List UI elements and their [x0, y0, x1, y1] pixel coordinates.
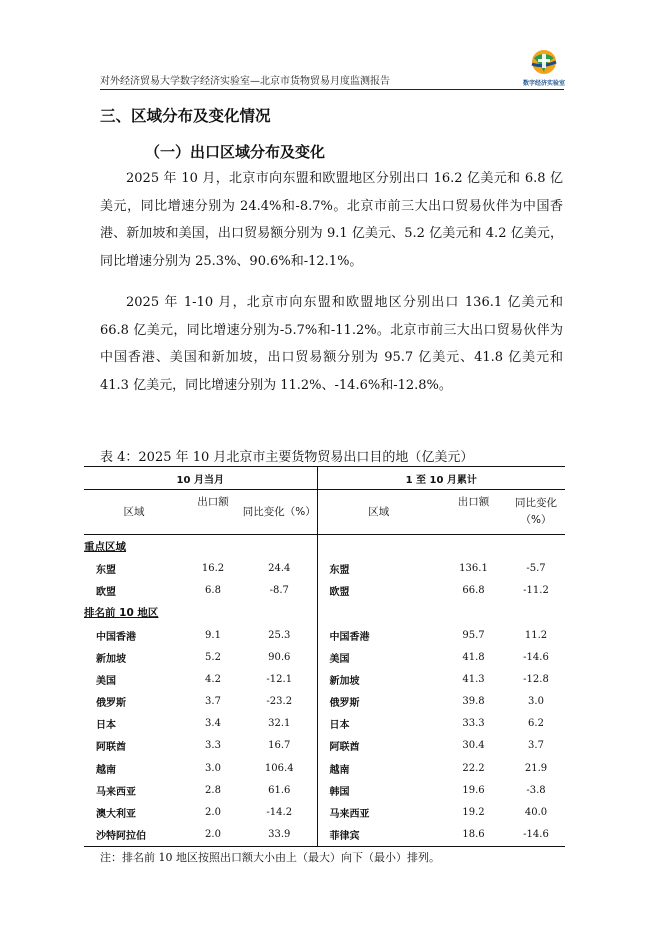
cell-r-region: 马来西亚: [329, 809, 370, 821]
cell-l-value: 3.7: [205, 696, 221, 708]
cell-l-value: 3.3: [205, 740, 221, 752]
cell-l-region: 欧盟: [96, 587, 116, 599]
cell-l-region: 越南: [96, 764, 116, 776]
cell-l-value: 2.8: [205, 784, 221, 796]
cell-l-change: 90.6: [242, 646, 317, 668]
table-note: 注：排名前 10 地区按照出口额大小由上（最大）向下（最小）排列。: [100, 851, 440, 864]
cell-l-change: -23.2: [242, 691, 317, 713]
cell-r-value: 66.8: [462, 585, 485, 597]
table-row: [84, 824, 565, 847]
cell-l-value: 5.2: [205, 651, 221, 663]
col-header-change: 同比变化（%）: [242, 490, 317, 535]
section-top10-regions: 排名前 10 地区: [84, 607, 159, 620]
cell-l-value: 2.0: [184, 824, 242, 847]
cell-l-value: 2.0: [205, 807, 221, 819]
cell-r-value: 22.2: [462, 762, 485, 774]
table-row: [84, 801, 565, 823]
cell-l-change: 25.3: [242, 624, 317, 646]
cell-l-value: 9.1: [205, 629, 221, 641]
cell-l-region: 美国: [96, 675, 116, 687]
table-row: [84, 779, 565, 801]
cell-r-change: -11.2: [523, 585, 549, 597]
header-rule: [100, 89, 564, 90]
cell-r-change: 21.9: [524, 762, 548, 774]
cell-r-value: 30.4: [462, 740, 485, 752]
cell-l-region: 马来西亚: [96, 786, 136, 798]
cell-r-change: -14.6: [507, 824, 565, 847]
paragraph-cumulative: 2025 年 1-10 月，北京市向东盟和欧盟地区分别出口 136.1 亿美元和 66.8 亿美元，同比增速分别为-5.7%和-11.2%。北京市前三大出口贸易伙伴为中国香港、美国和新加坡，出口贸易额分别为 95.7 亿美元、41.8 亿美元和 41.3 亿美元，同比增速分别为 11.2%、-14.6%和-12.8%。: [100, 295, 563, 393]
section-key-regions: 重点区域: [84, 540, 126, 553]
col-header-region: 区域: [84, 490, 184, 535]
group-header-cumulative: 1 至 10 月累计: [317, 467, 565, 490]
cell-l-value: 4.2: [205, 673, 221, 685]
cell-r-change: 40.0: [524, 807, 548, 819]
cell-l-change: 61.6: [242, 779, 317, 801]
table-row: [84, 713, 565, 735]
table-row: [84, 757, 565, 779]
cell-l-change: -14.2: [242, 801, 317, 823]
cell-l-region: 新加坡: [96, 653, 126, 665]
cell-r-value: 19.6: [462, 784, 485, 796]
cell-r-change: -14.6: [523, 651, 549, 663]
lab-logo: [512, 48, 576, 88]
cell-l-value: 6.8: [205, 585, 221, 597]
table-row: [84, 668, 565, 690]
group-header-monthly: 10 月当月: [84, 467, 317, 490]
cell-r-value: 95.7: [462, 629, 485, 641]
cell-l-change: 106.4: [242, 757, 317, 779]
cell-l-change: -12.1: [242, 668, 317, 690]
cell-l-region: 阿联酋: [96, 742, 126, 754]
col-header-region: 区域: [317, 490, 440, 535]
cell-r-change: 3.0: [528, 696, 544, 708]
export-destination-table: [84, 466, 565, 847]
cell-r-region: 新加坡: [329, 675, 360, 687]
subsection-title: （一）出口区域分布及变化: [145, 143, 326, 161]
cell-r-value: 136.1: [459, 562, 488, 574]
table-row: [84, 691, 565, 713]
cell-r-change: 11.2: [524, 629, 548, 641]
cell-l-region: 东盟: [96, 564, 116, 576]
cell-r-value: 41.8: [462, 651, 485, 663]
paragraph-monthly: 2025 年 10 月，北京市向东盟和欧盟地区分别出口 16.2 亿美元和 6.8 亿美元，同比增速分别为 24.4%和-8.7%。北京市前三大出口贸易伙伴为中国香港、新加坡和美国，出口贸易额分别为 9.1 亿美元、5.2 亿美元和 4.2 亿美元，同比增速分别为 25.3%、90.6%和-12.1%。: [100, 171, 563, 269]
cell-r-region: 韩国: [329, 786, 350, 798]
cell-l-region: 澳大利亚: [96, 809, 136, 821]
section-title: 三、区域分布及变化情况: [100, 107, 271, 125]
table-row: [84, 646, 565, 668]
cell-r-value: 39.8: [462, 696, 485, 708]
table-caption: 表 4：2025 年 10 月北京市主要货物贸易出口目的地（亿美元）: [100, 450, 474, 465]
cell-r-region: 美国: [329, 653, 350, 665]
cell-l-value: 3.4: [205, 718, 221, 730]
col-header-export: 出口额: [440, 490, 507, 535]
cell-r-change: -5.7: [526, 562, 546, 574]
cell-l-value: 16.2: [201, 562, 225, 574]
table-row: [84, 580, 565, 602]
cell-r-change: 3.7: [528, 740, 544, 752]
cell-r-region: 菲律宾: [317, 824, 440, 847]
cell-r-change: 6.2: [528, 718, 544, 730]
cell-r-change: -3.8: [526, 784, 546, 796]
table-row: [84, 735, 565, 757]
col-header-export: 出口额: [184, 490, 242, 535]
cell-r-region: 日本: [329, 720, 350, 732]
cell-l-change: -8.7: [242, 580, 317, 602]
cell-l-value: 3.0: [205, 762, 221, 774]
cell-r-value: 18.6: [440, 824, 507, 847]
logo-icon: [512, 48, 576, 78]
cell-r-region: 俄罗斯: [329, 698, 360, 710]
cell-r-value: 41.3: [462, 673, 485, 685]
cell-r-region: 越南: [329, 764, 350, 776]
cell-r-value: 19.2: [462, 807, 485, 819]
cell-l-region: 沙特阿拉伯: [84, 824, 184, 847]
cell-l-change: 16.7: [242, 735, 317, 757]
col-header-change: 同比变化（%）: [507, 490, 565, 535]
cell-l-region: 中国香港: [96, 631, 136, 643]
cell-l-change: 33.9: [242, 824, 317, 847]
cell-r-region: 东盟: [329, 564, 350, 576]
cell-r-region: 阿联酋: [329, 742, 360, 754]
cell-r-change: -12.8: [523, 673, 549, 685]
table-row: [84, 624, 565, 646]
table-row: [84, 557, 565, 579]
cell-l-region: 日本: [96, 720, 116, 732]
cell-r-region: 欧盟: [329, 587, 350, 599]
cell-l-change: 24.4: [242, 557, 317, 579]
cell-r-region: 中国香港: [329, 631, 370, 643]
cell-l-region: 俄罗斯: [96, 698, 126, 710]
logo-text: 数字经济实验室: [522, 80, 565, 87]
cell-r-value: 33.3: [462, 718, 485, 730]
cell-l-change: 32.1: [242, 713, 317, 735]
report-header: 对外经济贸易大学数字经济实验室—北京市货物贸易月度监测报告: [100, 76, 390, 87]
